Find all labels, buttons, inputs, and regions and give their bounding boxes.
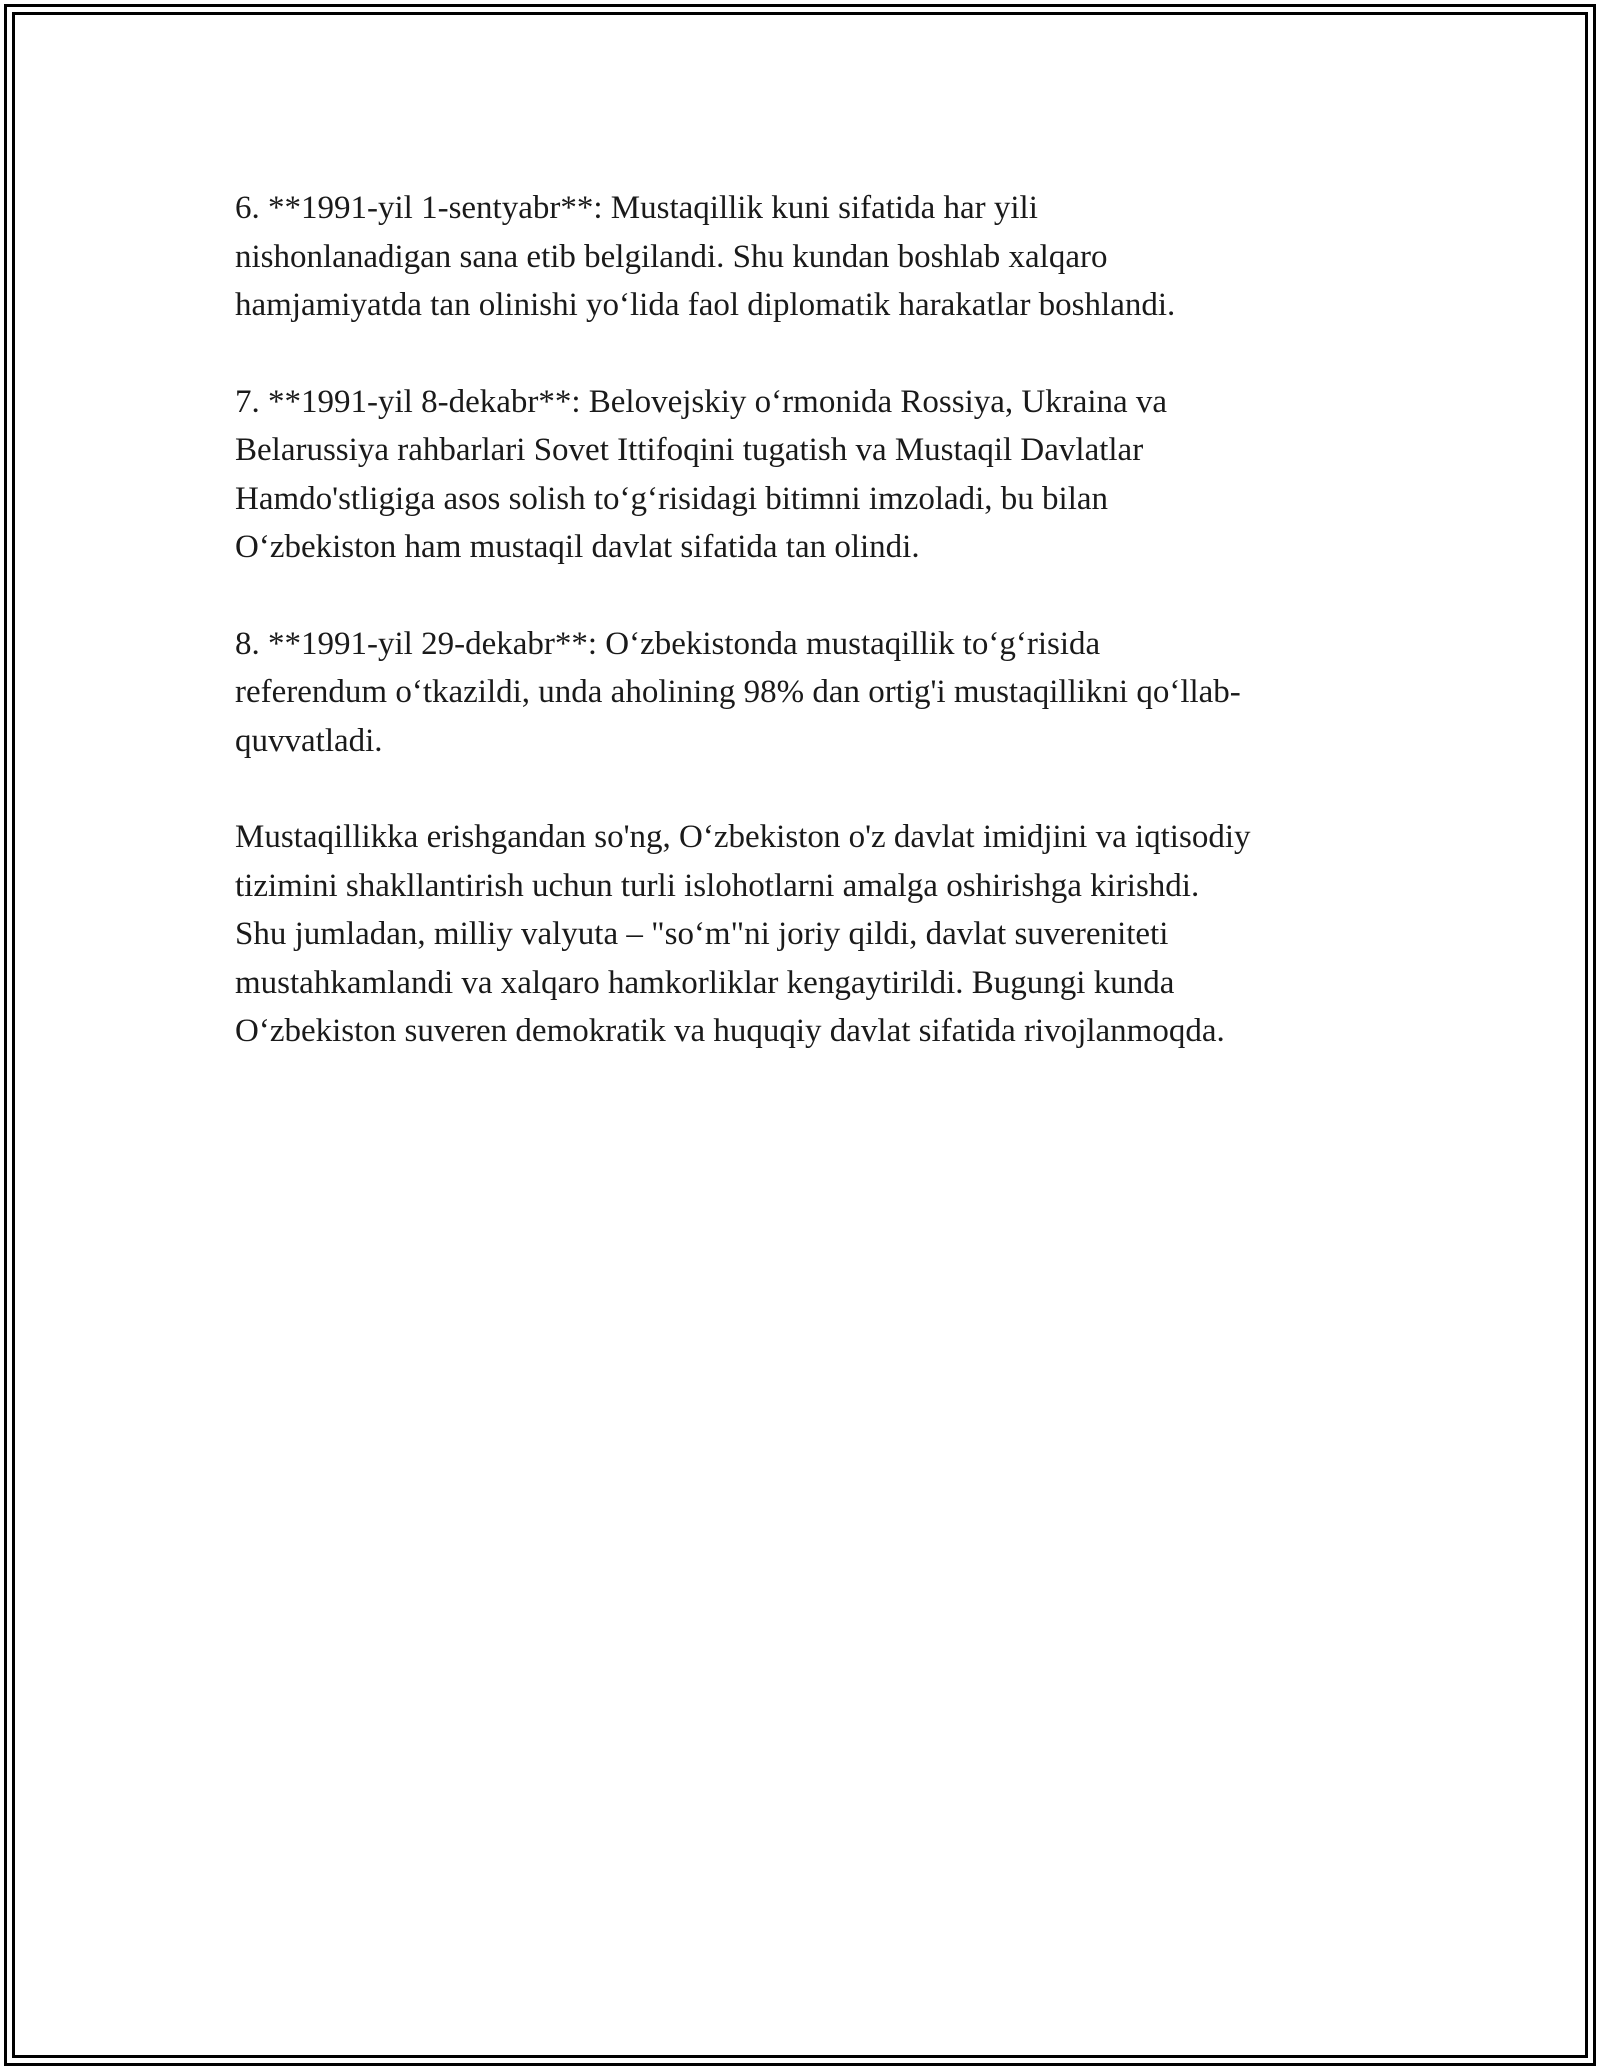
text-line: nishonlanadigan sana etib belgilandi. Shu kundan boshlab xalqaro bbox=[235, 238, 1108, 275]
document-body bbox=[235, 184, 1375, 1104]
text-line: Belarussiya rahbarlari Sovet Ittifoqini tugatish va Mustaqil Davlatlar bbox=[235, 432, 1144, 468]
text-line: tizimini shakllantirish uchun turli islohotlarni amalga oshirishga kirishdi. bbox=[235, 867, 1200, 904]
text-line: quvvatladi. bbox=[235, 722, 383, 759]
text-line: Oʻzbekiston suveren demokratik va huquqiy davlat sifatida rivojlanmoqda. bbox=[235, 1013, 1225, 1049]
text-line: 7. **1991-yil 8-dekabr**: Belovejskiy oʻrmonida Rossiya, Ukraina va bbox=[235, 383, 1168, 420]
paragraph-item-7 bbox=[235, 378, 1375, 572]
text-line: Shu jumladan, milliy valyuta – "soʻm"ni joriy qildi, davlat suvereniteti bbox=[235, 916, 1169, 952]
text-line: 8. **1991-yil 29-dekabr**: Oʻzbekistonda mustaqillik toʻgʻrisida bbox=[235, 625, 1101, 662]
paragraph-conclusion bbox=[235, 813, 1375, 1056]
paragraph-item-8 bbox=[235, 620, 1375, 766]
text-line: referendum oʻtkazildi, unda aholining 98% dan ortig'i mustaqillikni qoʻllab- bbox=[235, 674, 1241, 710]
text-line: hamjamiyatda tan olinishi yoʻlida faol diplomatik harakatlar boshlandi. bbox=[235, 287, 1176, 323]
paragraph-item-6 bbox=[235, 184, 1375, 330]
text-line: Hamdo'stligiga asos solish toʻgʻrisidagi bitimni imzoladi, bu bilan bbox=[235, 480, 1109, 517]
text-line: Oʻzbekiston ham mustaqil davlat sifatida tan olindi. bbox=[235, 529, 920, 565]
text-line: 6. **1991-yil 1-sentyabr**: Mustaqillik kuni sifatida har yili bbox=[235, 190, 1038, 226]
text-line: mustahkamlandi va xalqaro hamkorliklar kengaytirildi. Bugungi kunda bbox=[235, 964, 1175, 1001]
text-line: Mustaqillikka erishgandan so'ng, Oʻzbekiston o'z davlat imidjini va iqtisodiy bbox=[235, 819, 1251, 855]
